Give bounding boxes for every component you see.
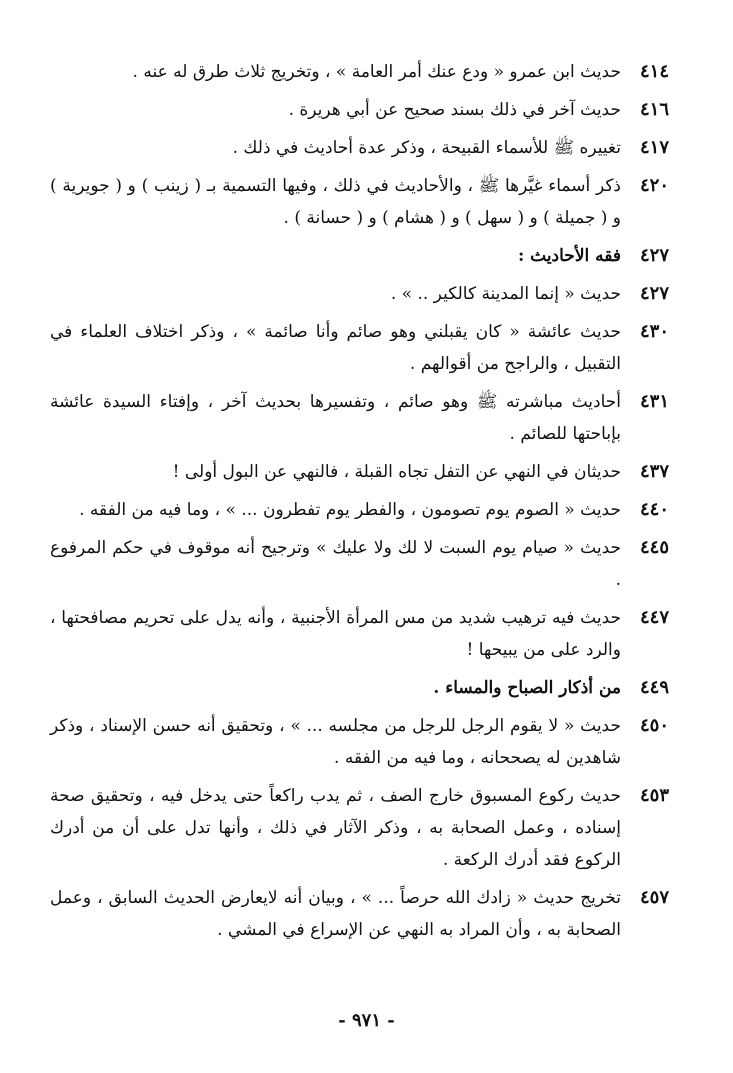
entry-page-number: ٤٢٧ <box>639 245 669 266</box>
index-entry <box>50 240 669 272</box>
index-entry <box>50 710 669 774</box>
index-entry <box>50 532 669 596</box>
entry-page-number: ٤٥٣ <box>639 785 669 806</box>
index-entry <box>50 602 669 666</box>
index-entry <box>50 882 669 946</box>
index-entry <box>50 170 669 234</box>
index-entry <box>50 278 669 310</box>
entry-text: حديث « لا يقوم الرجل للرجل من مجلسه ... » ، وتحقيق أنه حسن الإسناد ، وذكر شاهدين له يصححانه ، وما فيه من الفقه . <box>50 716 621 768</box>
entry-text: ذكر أسماء غيَّرها ﷺ ، والأحاديث في ذلك ، وفيها التسمية بـ ( زينب ) و ( جويرية ) و ( جميلة ) و ( سهل ) و ( هشام ) و ( حسانة ) . <box>50 176 621 228</box>
entry-text: حديث فيه ترهيب شديد من مس المرأة الأجنبية ، وأنه يدل على تحريم مصافحتها ، والرد على من يبيحها ! <box>50 608 621 660</box>
index-list <box>50 56 669 952</box>
entry-text: حديث « صيام يوم السبت لا لك ولا عليك » وترجيح أنه موقوف في حكم المرفوع . <box>50 538 621 590</box>
index-entry <box>50 780 669 876</box>
entry-page-number: ٤٤٥ <box>639 537 669 558</box>
entry-page-number: ٤٤٧ <box>639 607 669 628</box>
index-entry <box>50 94 669 126</box>
entry-page-number: ٤٤٠ <box>639 499 669 520</box>
index-entry <box>50 132 669 164</box>
entry-text: حديث آخر في ذلك بسند صحيح عن أبي هريرة . <box>288 100 621 120</box>
index-entry <box>50 56 669 88</box>
entry-text: حديث « إنما المدينة كالكير .. » . <box>390 284 621 304</box>
entry-page-number: ٤٥٧ <box>639 887 669 908</box>
index-entry <box>50 672 669 704</box>
entry-page-number: ٤٤٩ <box>639 677 669 698</box>
entry-text: حديث ركوع المسبوق خارج الصف ، ثم يدب راكعاً حتى يدخل فيه ، وتحقيق صحة إسناده ، وعمل الصحابة به ، وذكر الآثار في ذلك ، وأنها تدل على أن من أدرك الركوع فقد أدرك الركعة . <box>50 786 621 870</box>
entry-page-number: ٤١٤ <box>639 61 669 82</box>
entry-page-number: ٤١٧ <box>639 137 669 158</box>
entry-text: حديثان في النهي عن التفل تجاه القبلة ، فالنهي عن البول أولى ! <box>172 462 621 482</box>
index-entry <box>50 386 669 450</box>
entry-text: من أذكار الصباح والمساء . <box>433 678 621 698</box>
entry-page-number: ٤٢٠ <box>639 175 669 196</box>
entry-text: حديث عائشة « كان يقبلني وهو صائم وأنا صائمة » ، وذكر اختلاف العلماء في التقبيل ، والراجح من أقوالهم . <box>50 322 621 374</box>
entry-page-number: ٤٢٧ <box>639 283 669 304</box>
entry-text: حديث « الصوم يوم تصومون ، والفطر يوم تفطرون ... » ، وما فيه من الفقه . <box>79 500 621 520</box>
index-entry <box>50 456 669 488</box>
page-number: - ٩٧١ - <box>338 1010 395 1031</box>
index-entry <box>50 316 669 380</box>
entry-page-number: ٤٣٠ <box>639 321 669 342</box>
entry-text: أحاديث مباشرته ﷺ وهو صائم ، وتفسيرها بحديث آخر ، وإفتاء السيدة عائشة بإباحتها للصائم . <box>50 392 621 444</box>
index-entry <box>50 494 669 526</box>
entry-page-number: ٤٣١ <box>639 391 669 412</box>
entry-page-number: ٤١٦ <box>639 99 669 120</box>
entry-text: تخريج حديث « زادك الله حرصاً ... » ، وبيان أنه لايعارض الحديث السابق ، وعمل الصحابة به ، وأن المراد به النهي عن الإسراع في المشي . <box>50 888 621 940</box>
entry-text: حديث ابن عمرو « ودع عنك أمر العامة » ، وتخريج ثلاث طرق له عنه . <box>132 62 621 82</box>
entry-page-number: ٤٥٠ <box>639 715 669 736</box>
entry-text: فقه الأحاديث : <box>517 246 621 266</box>
entry-text: تغييره ﷺ للأسماء القبيحة ، وذكر عدة أحاديث في ذلك . <box>232 138 621 158</box>
entry-page-number: ٤٣٧ <box>639 461 669 482</box>
